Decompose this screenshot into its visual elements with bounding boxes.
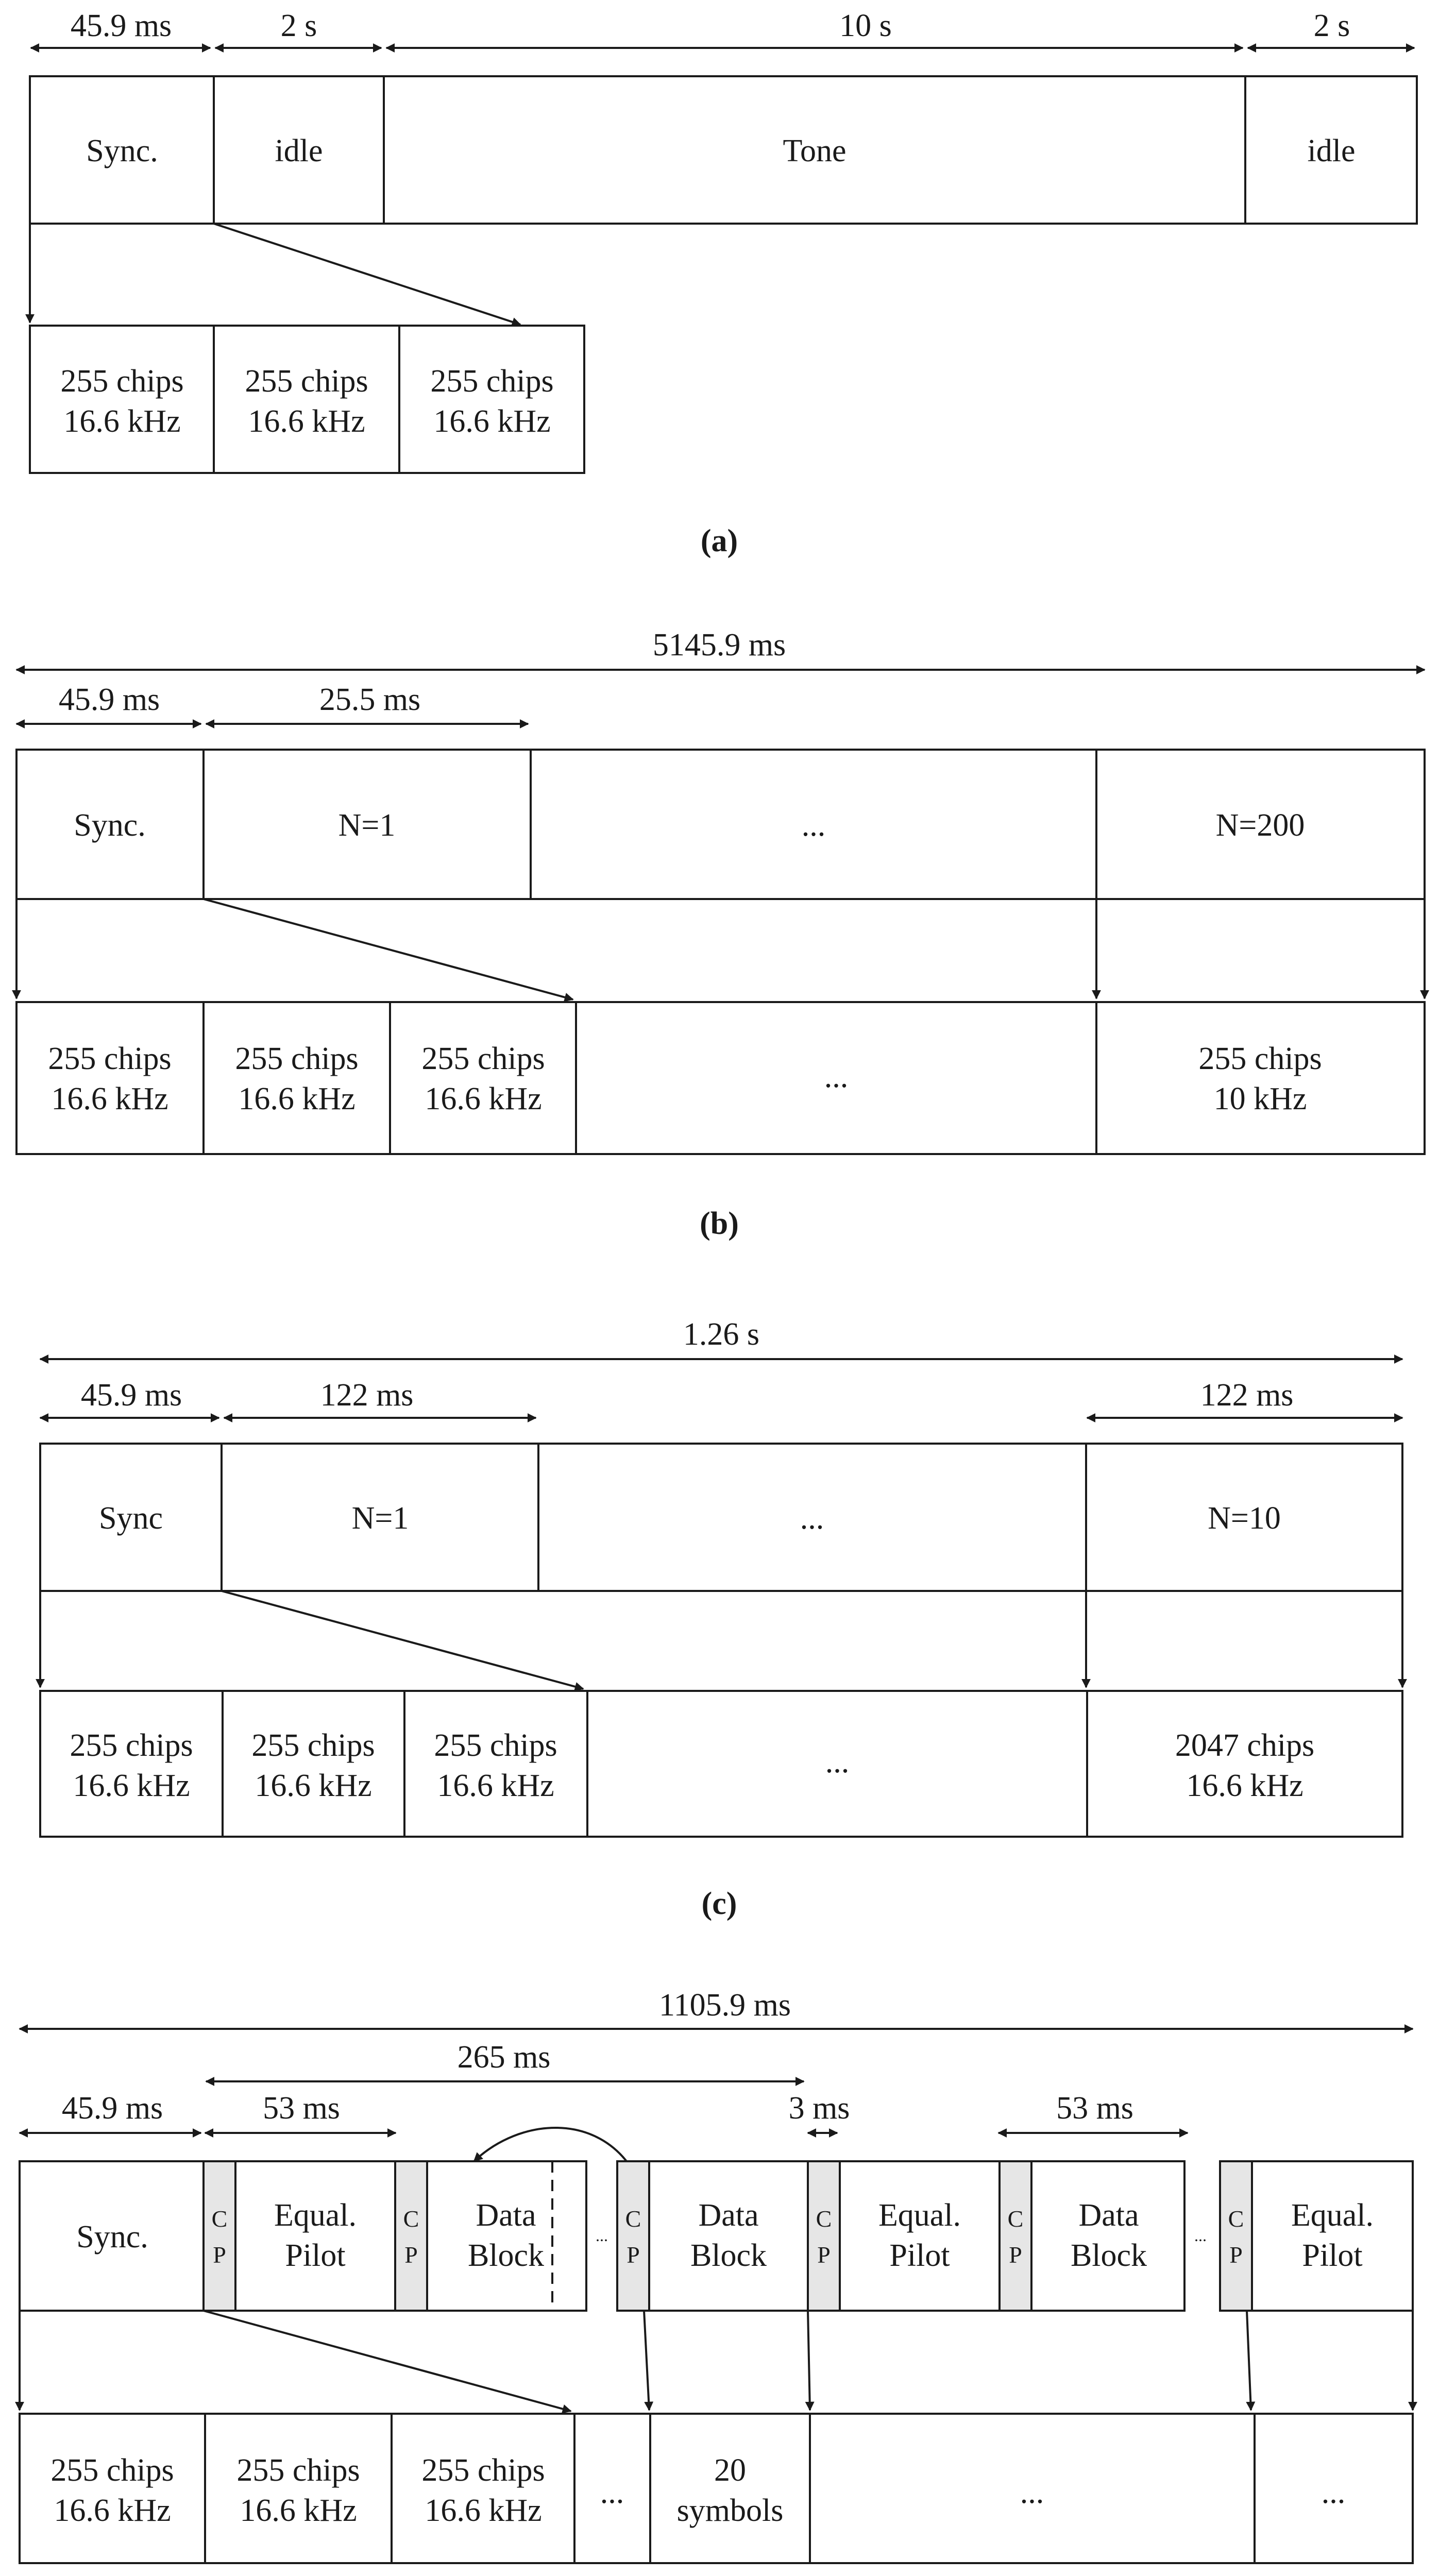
cp-letter: C [1228, 2206, 1244, 2232]
chip-block-rate: 16.6 kHz [248, 404, 365, 439]
dim-label: 122 ms [320, 1378, 414, 1413]
ellipsis-block: ... [600, 2475, 624, 2510]
ellipsis-segment: ... [800, 1501, 824, 1536]
chip-block-label: 255 chips [50, 2453, 174, 2488]
data-block-label: Block [690, 2238, 767, 2273]
dim-label: 53 ms [263, 2091, 340, 2126]
expand-arrow [214, 224, 520, 325]
frame-row [40, 1444, 1402, 1591]
cp-letter: C [1007, 2206, 1024, 2232]
chip-block-rate: 16.6 kHz [54, 2493, 171, 2528]
caption-c: (c) [701, 1886, 737, 1921]
cp-letter: P [404, 2242, 418, 2268]
dim-label: 2 s [280, 8, 317, 43]
ellipsis-block: ... [824, 1059, 849, 1094]
chip-block-rate: 16.6 kHz [240, 2493, 357, 2528]
ellipsis-block: ... [825, 1744, 850, 1780]
cp-letter: P [627, 2242, 640, 2268]
chip-block-label: 255 chips [236, 2453, 360, 2488]
frame-row [30, 76, 1417, 224]
expand-arrow [808, 2311, 810, 2410]
chip-block-rate: 16.6 kHz [437, 1768, 554, 1803]
cp-segment [204, 2161, 235, 2311]
dim-label: 45.9 ms [80, 1378, 182, 1413]
chip-block-rate: 10 kHz [1213, 1081, 1307, 1116]
chip-block-rate: 16.6 kHz [255, 1768, 372, 1803]
chip-block-rate: 16.6 kHz [51, 1081, 168, 1116]
sync-segment: Sync. [74, 808, 146, 843]
cp-segment [1220, 2161, 1252, 2311]
cp-segment [1000, 2161, 1031, 2311]
chip-block-label: 255 chips [48, 1041, 172, 1076]
dim-label: 25.5 ms [319, 682, 421, 717]
pilot-segment-label: Equal. [1291, 2198, 1374, 2233]
total-duration: 1105.9 ms [658, 1988, 791, 2023]
sync-segment: Sync [99, 1501, 163, 1536]
chip-block-rate: 16.6 kHz [425, 2493, 542, 2528]
panel-b [16, 628, 1425, 1241]
chip-block-label: 255 chips [60, 364, 184, 399]
gap-ellipsis: ... [1194, 2226, 1207, 2245]
frame-group [617, 2161, 1184, 2311]
idle-segment: idle [1307, 133, 1356, 168]
data-block-label: Block [1070, 2238, 1147, 2273]
symbol-block-unit: symbols [676, 2493, 784, 2528]
data-block-label: Data [698, 2198, 759, 2233]
pilot-segment-label: Pilot [1302, 2238, 1363, 2273]
expand-arrow [222, 1591, 583, 1689]
sync-expansion-row [30, 326, 584, 473]
tone-segment: Tone [783, 133, 847, 168]
chip-block-label: 255 chips [251, 1728, 375, 1763]
expand-arrow [204, 899, 573, 999]
chip-block-rate: 16.6 kHz [238, 1081, 355, 1116]
dim-label: 122 ms [1200, 1378, 1294, 1413]
ellipsis-block: ... [1020, 2475, 1044, 2510]
block-segment: N=10 [1208, 1501, 1281, 1536]
chip-block-label: 255 chips [421, 2453, 545, 2488]
dim-label: 45.9 ms [61, 2091, 163, 2126]
chip-block-rate: 16.6 kHz [1186, 1768, 1303, 1803]
cp-letter: C [625, 2206, 641, 2232]
panel-a [30, 8, 1417, 558]
pilot-segment-label: Pilot [285, 2238, 346, 2273]
ellipsis-block: ... [1321, 2475, 1346, 2510]
panel-c [40, 1317, 1402, 1921]
dim-label: 45.9 ms [70, 8, 172, 43]
cp-segment [808, 2161, 840, 2311]
expand-arrow [644, 2311, 649, 2410]
cp-letter: C [403, 2206, 419, 2232]
chip-block-label: 255 chips [1198, 1041, 1322, 1076]
dim-label: 10 s [839, 8, 892, 43]
data-block-label: Block [467, 2238, 545, 2273]
data-block-label: Data [1078, 2198, 1139, 2233]
expand-arrow [1247, 2311, 1251, 2410]
block-segment: N=1 [338, 808, 396, 843]
caption-a: (a) [700, 523, 738, 558]
expansion-row [16, 1002, 1425, 1154]
pilot-segment-label: Equal. [274, 2198, 357, 2233]
dim-label: 45.9 ms [58, 682, 160, 717]
dim-label: 2 s [1313, 8, 1350, 43]
cp-letter: P [1009, 2242, 1022, 2268]
panel-d [20, 1988, 1413, 2576]
cp-letter: P [817, 2242, 831, 2268]
dim-label: 53 ms [1056, 2091, 1133, 2126]
dim-label: 3 ms [788, 2091, 850, 2126]
cp-letter: C [816, 2206, 832, 2232]
sync-segment: Sync. [76, 2219, 148, 2255]
pilot-segment-label: Equal. [878, 2198, 961, 2233]
block-segment: N=200 [1215, 808, 1305, 843]
symbol-block-count: 20 [714, 2453, 746, 2488]
block-segment: N=1 [351, 1501, 409, 1536]
cp-segment [395, 2161, 427, 2311]
cp-letter: C [211, 2206, 228, 2232]
caption-b: (b) [700, 1206, 739, 1241]
cp-letter: P [213, 2242, 226, 2268]
chip-block-label: 255 chips [245, 364, 368, 399]
total-duration: 5145.9 ms [652, 628, 786, 663]
chip-block-label: 2047 chips [1175, 1728, 1315, 1763]
expansion-row [20, 2414, 1413, 2563]
chip-block-rate: 16.6 kHz [433, 404, 551, 439]
cp-letter: P [1229, 2242, 1243, 2268]
chip-block-rate: 16.6 kHz [425, 1081, 542, 1116]
chip-block-label: 255 chips [434, 1728, 557, 1763]
idle-segment: idle [275, 133, 323, 168]
ellipsis-segment: ... [801, 808, 826, 843]
dim-label: 265 ms [457, 2040, 551, 2075]
cp-segment [617, 2161, 649, 2311]
data-block-label: Data [476, 2198, 536, 2233]
chip-block-label: 255 chips [430, 364, 554, 399]
chip-block-rate: 16.6 kHz [73, 1768, 190, 1803]
chip-block-rate: 16.6 kHz [63, 404, 181, 439]
expand-arrow [204, 2311, 571, 2411]
chip-block-label: 255 chips [421, 1041, 545, 1076]
chip-block-label: 255 chips [235, 1041, 359, 1076]
total-duration: 1.26 s [683, 1317, 760, 1352]
chip-block-label: 255 chips [70, 1728, 193, 1763]
pilot-segment-label: Pilot [889, 2238, 950, 2273]
gap-ellipsis: ... [596, 2226, 608, 2245]
expansion-row [40, 1691, 1402, 1837]
sync-segment: Sync. [86, 133, 158, 168]
frame-row [16, 750, 1425, 899]
